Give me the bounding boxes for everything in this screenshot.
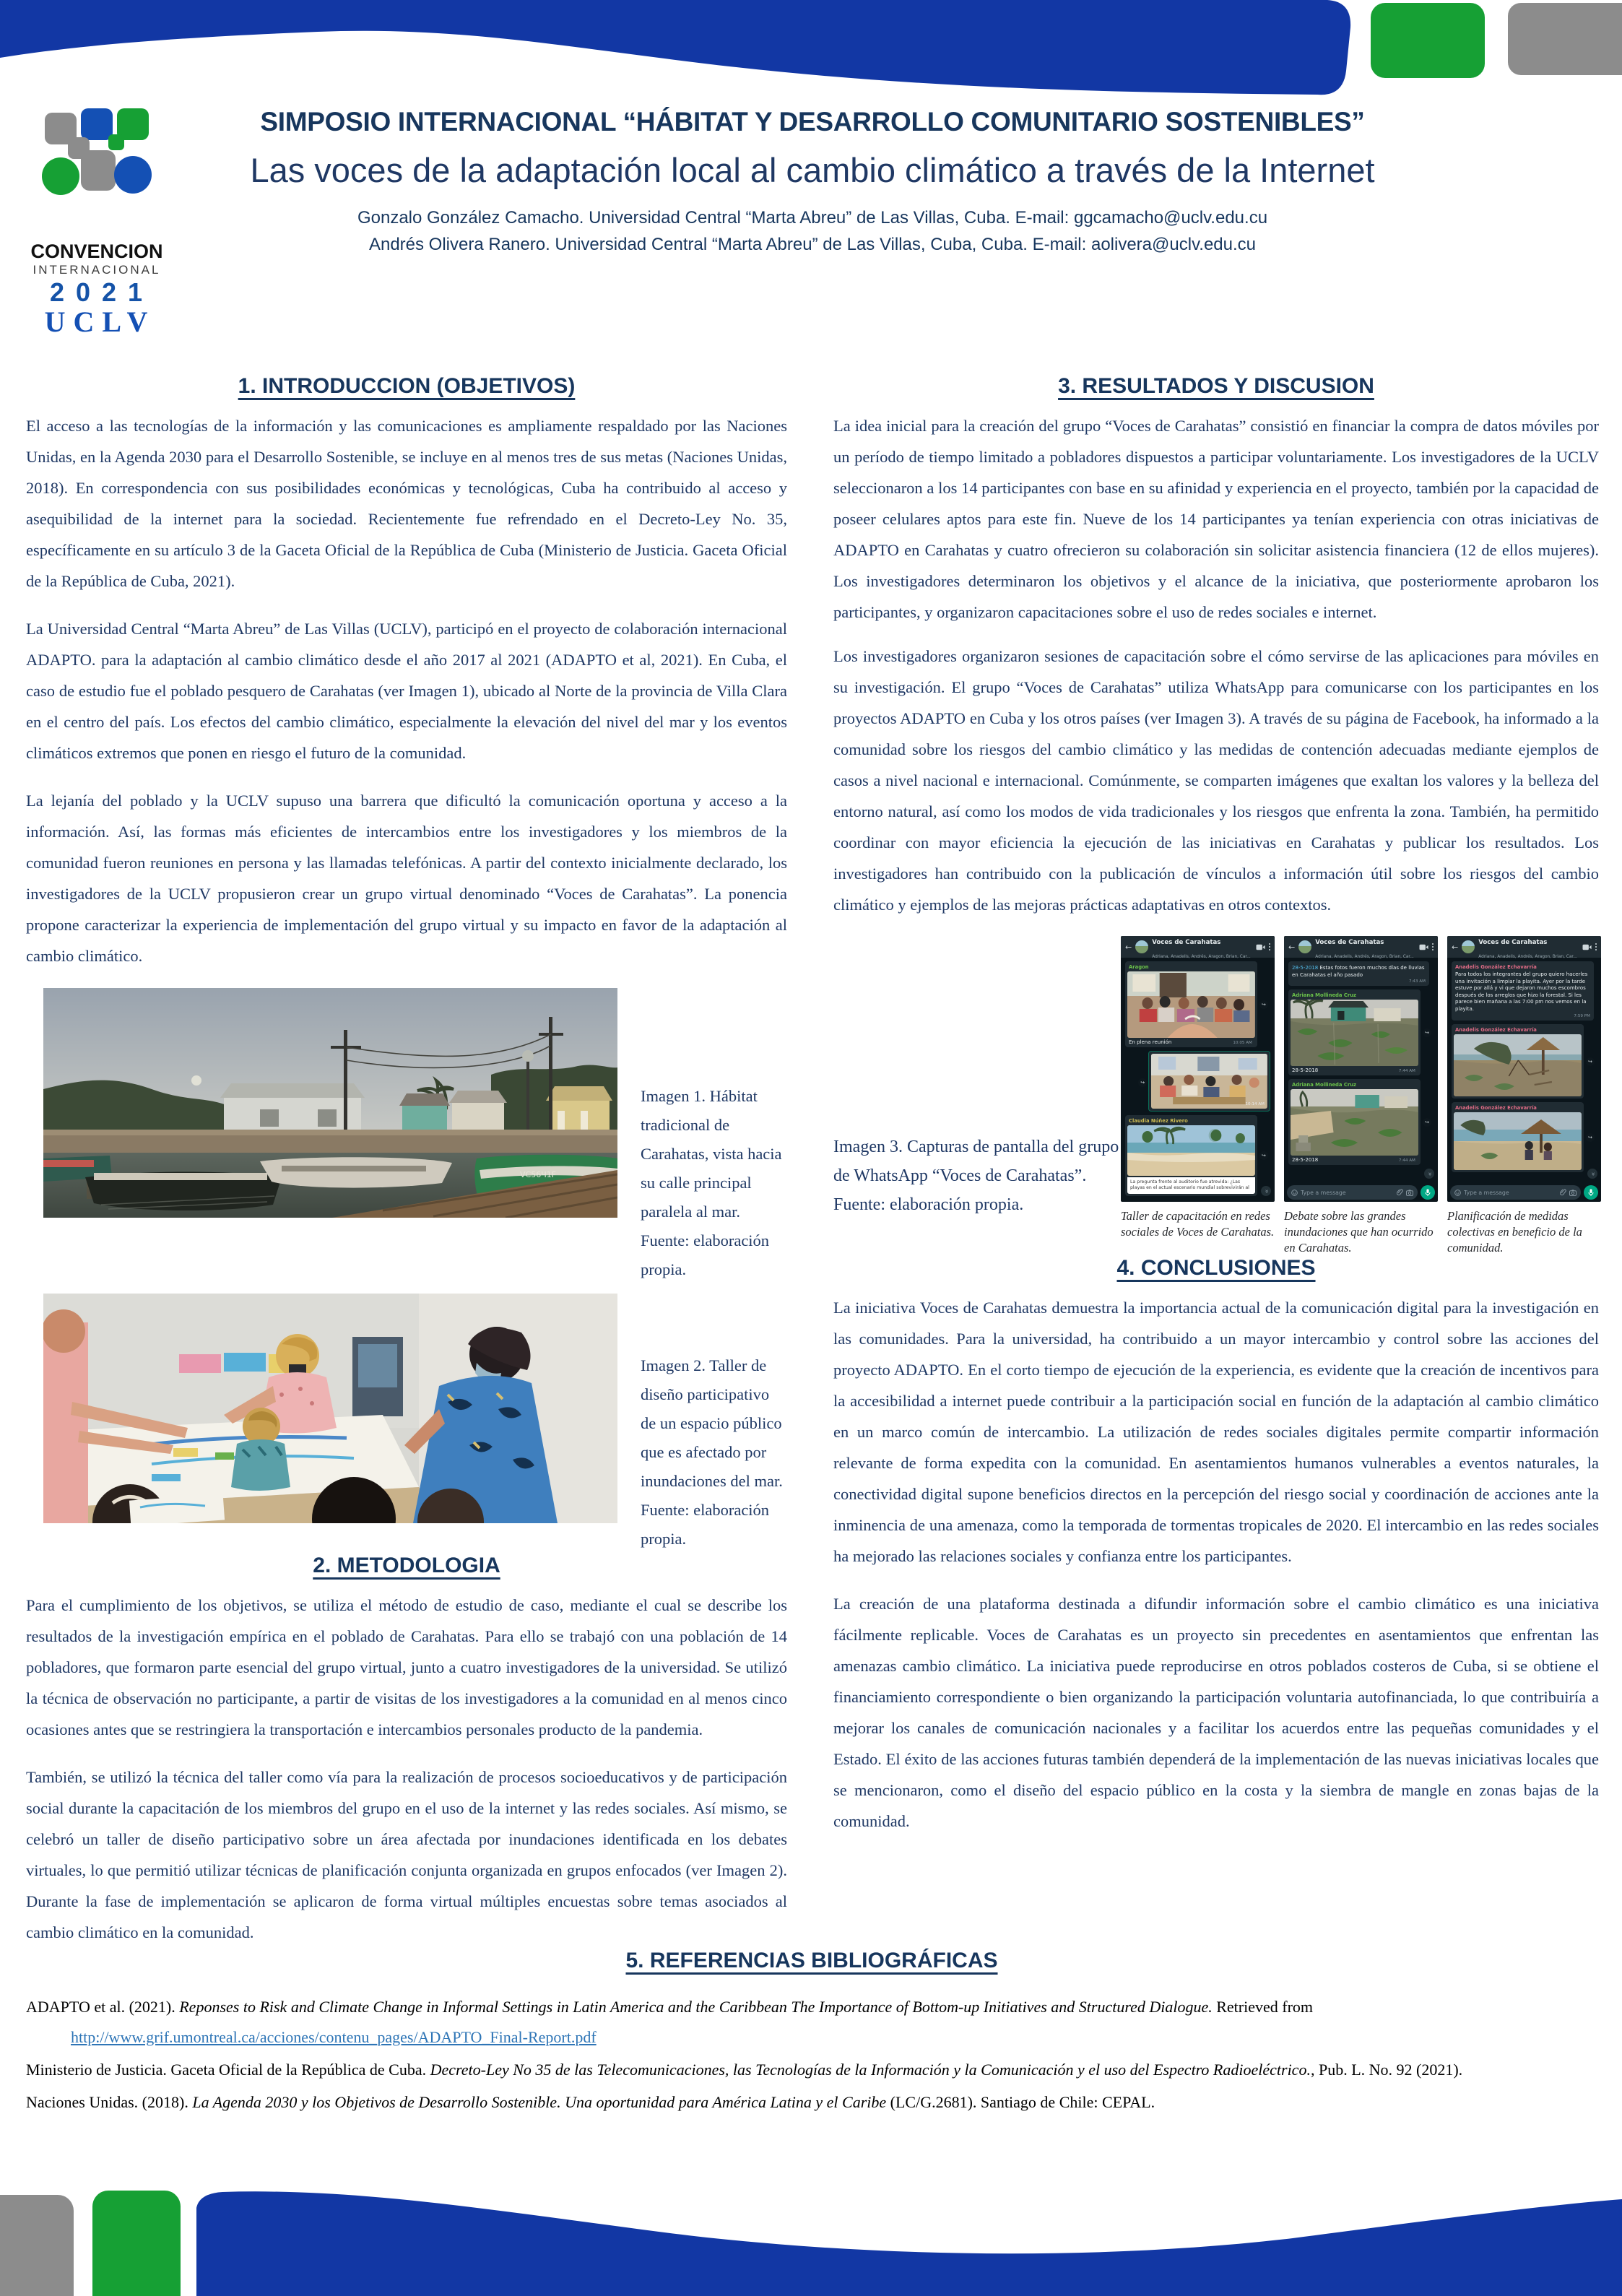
message-time: 7:59 PM — [1574, 1013, 1590, 1018]
chat-participants: Adriana, Anadelis, Andrés, Aragon, Brian, Car... — [1478, 955, 1577, 959]
chat-messages — [1284, 958, 1438, 1183]
chat-header — [1447, 936, 1601, 958]
intro-paragraph-2: La Universidad Central “Marta Abreu” de Las Villas (UCLV), participó en el proyecto de colaboración internacional ADAPTO. para la adaptación al cambio climático desde el año 2017 al 2021 (ADAPTO et al, 2021). En Cuba, el caso de estudio fue el poblado pesquero de Carahatas (ver Imagen 1), ubicado al Norte de la provincia de Villa Clara en el centro del país. Los efectos del cambio climático, especialmente la elevación del nivel del mar y los eventos climáticos extremos que ponen en riesgo el futuro de la comunidad. — [26, 620, 787, 762]
intro-paragraph-3: La lejanía del poblado y la UCLV supuso una barrera que dificultó la comunicación oportuna y acceso a la información. Así, las formas más eficientes de intercambios entre los investigadores y los miembros de la comunidad fueron reuniones en persona y las llamadas telefónicas. A partir del contexto inicialmente declarado, los investigadores de la UCLV propusieron crear un grupo virtual denominado “Voces de Carahatas”. La ponencia propone caracterizar la experiencia de implementación del grupo virtual y su impacto en favor de la adaptación al cambio climático. — [26, 792, 787, 965]
chat-photo-palapa — [1454, 1034, 1582, 1096]
group-avatar[interactable] — [1462, 940, 1475, 953]
chat-message — [1125, 1115, 1266, 1196]
message-text: Estas fotos fueron muchos días de lluvias en Carahatas el año pasado — [1292, 965, 1425, 978]
section-heading-metodologia: 2. METODOLOGIA — [313, 1554, 500, 1577]
chat-photo-flood-1 — [1291, 1000, 1418, 1066]
photo-caption: En plena reunión — [1129, 1039, 1172, 1045]
gray-block-bottom — [0, 2195, 74, 2296]
chat-title: Voces de Carahatas — [1315, 939, 1384, 946]
references-section — [26, 1949, 1597, 2120]
logo-text-convencion: CONVENCION — [30, 241, 163, 262]
scroll-down-button[interactable]: » — [1424, 1169, 1434, 1179]
author-line-2: Andrés Olivera Ranero. Universidad Central “Marta Abreu” de Las Villas, Cuba, Cuba. E-mail: aolivera@uclv.edu.cu — [368, 235, 1257, 254]
section-heading-introduccion: 1. INTRODUCCION (OBJETIVOS) — [238, 374, 576, 398]
conclusiones-paragraph-1: La iniciativa Voces de Carahatas demuestra la importancia actual de la comunicación digital para la investigación en las comunidades. Para la universidad, ha contribuido a un mayor intercambio y control sobre las acciones del proyecto ADAPTO. En el corto tiempo de ejecución de la experiencia, es evidente que la creación de incentivos para la accesibilidad a internet puede contribuir a la participación social en función de la adaptación al cambio climático en un marco común de intercambio. La utilización de redes sociales digitales permite compartir información relevante de forma expedita con la comunidad. En asentamientos humanos vulnerables a eventos naturales, la conectividad digital supone beneficios directos en la percepción del riesgo social y coordinación de acciones ante la inminencia de una amenaza, como la temporada de tormentas tropicales de 2020. El intercambio en las redes sociales ha mejorado las relaciones sociales y confianza entre los participantes. — [833, 1299, 1599, 1565]
forward-icon[interactable]: ↪ — [1259, 1000, 1268, 1009]
message-note: La pregunta frente al auditorio fue atrevida: ¿Las playas en el actual escenario mundial sobrevivirán al — [1127, 1177, 1255, 1194]
chat-messages — [1447, 958, 1601, 1183]
gray-block-top — [1508, 3, 1622, 75]
authors-block — [217, 204, 1408, 258]
chat-message — [1288, 989, 1429, 1075]
right-column — [833, 374, 1599, 1853]
group-avatar[interactable] — [1298, 940, 1311, 953]
mic-icon — [1588, 1189, 1594, 1197]
imagen-3-caption: Imagen 3. Capturas de pantalla del grupo de WhatsApp “Voces de Carahatas”. Fuente: elaboración propia. — [833, 1138, 1119, 1214]
section-heading-referencias: 5. REFERENCIAS BIBLIOGRÁFICAS — [625, 1949, 998, 1972]
whatsapp-screenshot-1 — [1121, 936, 1275, 1256]
whatsapp-screenshots — [1121, 936, 1601, 1256]
metodologia-paragraph-1: Para el cumplimiento de los objetivos, se utiliza el método de estudio de caso, mediante el cual se describe los resultados de la investigación empírica en el poblado de Carahatas. Para ello se trabajó con una población de 14 pobladores, que formaron parte esencial del grupo virtual, junto a cuatro investigadores de la universidad. Se utilizó la técnica de observación no participante, a partir de visitas de los investigadores a la comunidad en al menos cinco ocasiones antes que se restringiera la transportación e intercambios personales producto de la pandemia. — [26, 1596, 787, 1738]
screenshot-3-caption: Planificación de medidas colectivas en beneficio de la comunidad. — [1447, 1209, 1582, 1255]
svg-text:VC56Ч1F: VC56Ч1F — [520, 1170, 557, 1179]
chat-participants: Adriana, Anadelis, Andrés, Aragon, Brian, Car... — [1152, 955, 1251, 959]
message-sender: Anadelis González Echavarría — [1455, 964, 1537, 970]
chat-message — [1452, 1024, 1592, 1099]
whatsapp-screenshot-2 — [1284, 936, 1438, 1256]
message-input[interactable] — [1450, 1185, 1581, 1200]
logo-text-uclv: UCLV — [44, 306, 156, 338]
phone-screen-2 — [1284, 936, 1438, 1202]
resultados-paragraph-2: Los investigadores organizaron sesiones de capacitación sobre el cómo servirse de las aplicaciones para móviles en su investigación. El grupo “Voces de Carahatas” utiliza WhatsApp para comunicarse con los participantes en los proyectos ADAPTO en Cuba y los otros países (ver Imagen 3). A través de su página de Facebook, ha informado a la comunidad sobre los riesgos del cambio climático y las medidas de contención adecuadas mediante ejemplos de casos a nivel nacional e internacional. Comúnmente, se comparten imágenes que exaltan los valores y la belleza del entorno natural, así como los modos de vida tradicionales y los riesgos que enfrenta la zona. También, ha permitido coordinar con mayor eficiencia la ejecución de las iniciativas en Carahatas y publicar los resultados. Los investigadores han contribuido con la publicación de vínculos a información útil sobre los riesgos del cambio climático y ejemplos de las mejoras prácticas adaptativas en otros contextos. — [833, 647, 1599, 914]
message-sender: Claudia Núñez Rivero — [1129, 1118, 1188, 1124]
screenshot-1-caption: Taller de capacitación en redes sociales de Voces de Carahatas. — [1121, 1209, 1275, 1239]
imagen-1-caption: Imagen 1. Hábitat tradicional de Carahatas, vista hacia su calle principal paralela al mar. Fuente: elaboración propia. — [641, 1087, 782, 1278]
whatsapp-screenshot-3 — [1447, 936, 1601, 1256]
chat-header — [1121, 936, 1275, 958]
figure-2-row — [43, 1294, 787, 1554]
reference-item-3: Naciones Unidas. (2018). La Agenda 2030 y los Objetivos de Desarrollo Sostenible. Una oportunidad para América Latina y el Caribe (LC/G.2681). Santiago de Chile: CEPAL. — [26, 2093, 1155, 2111]
message-sender: Adriana Mollineda Cruz — [1292, 992, 1357, 999]
chat-photo-flood-2 — [1291, 1089, 1418, 1156]
chat-message — [1140, 1051, 1270, 1112]
intro-paragraph-1: El acceso a las tecnologías de la información y las comunicaciones es ampliamente respaldado por las Naciones Unidas, en la Agenda 2030 para el Desarrollo Sostenible, se incluye en al menos tres de sus metas (Naciones Unidas, 2018). En correspondencia con sus posibilidades económicas y tecnológicas, Cuba ha contribuido al acceso y asequibilidad de la internet para la sociedad. Recientemente fue refrendado en el Decreto-Ley No. 35, específicamente en su artículo 3 de la Gaceta Oficial de la República de Cuba (Ministerio de Justicia. Gaceta Oficial de la República de Cuba, 2021). — [26, 417, 787, 590]
logo-text-year: 2021 — [49, 277, 155, 307]
chat-message — [1452, 1102, 1592, 1172]
back-icon[interactable]: ← — [1125, 942, 1132, 952]
scroll-down-button[interactable]: » — [1587, 1169, 1597, 1179]
bottom-banner-decoration — [0, 2175, 1622, 2296]
chat-title: Voces de Carahatas — [1152, 939, 1221, 946]
imagen-2-photo — [43, 1294, 617, 1523]
more-options-icon[interactable] — [1432, 943, 1434, 950]
message-input[interactable] — [1287, 1185, 1418, 1200]
top-banner-decoration — [0, 0, 1622, 108]
green-block-bottom — [92, 2191, 181, 2296]
chat-participants: Adriana, Anadelis, Andrés, Aragon, Brian, Car... — [1315, 955, 1414, 959]
figure-3-row — [833, 936, 1599, 1256]
section-heading-resultados: 3. RESULTADOS Y DISCUSION — [1058, 374, 1374, 398]
group-avatar[interactable] — [1135, 940, 1148, 953]
reference-item-2: Ministerio de Justicia. Gaceta Oficial de la República de Cuba. Decreto-Ley No 35 de las Telecomunicaciones, las Tecnologías de la Información y la Comunicación y el uso del Espectro Radioeléctrico., Pub. L. No. 92 (2021). — [26, 2061, 1463, 2079]
imagen-2-caption: Imagen 2. Taller de diseño participativo de un espacio público que es afectado por inundaciones del mar. Fuente: elaboración propia. — [641, 1356, 783, 1548]
video-call-icon[interactable] — [1256, 944, 1265, 950]
convention-logo — [26, 108, 168, 339]
message-time: 10:14 AM — [1245, 1102, 1265, 1106]
phone-screen-3 — [1447, 936, 1601, 1202]
forward-icon[interactable]: ↪ — [1586, 1057, 1595, 1066]
scroll-down-button[interactable]: » — [1261, 1186, 1271, 1196]
author-line-1: Gonzalo González Camacho. Universidad Central “Marta Abreu” de Las Villas, Cuba. E-mail: ggcamacho@uclv.edu.cu — [357, 208, 1268, 228]
message-date: 28-5-2018 — [1292, 965, 1319, 971]
emoji-icon[interactable] — [1291, 1190, 1298, 1196]
back-icon[interactable]: ← — [1452, 942, 1459, 952]
emoji-icon[interactable] — [1454, 1190, 1461, 1196]
message-time: 7:44 AM — [1398, 1158, 1415, 1164]
chat-message — [1288, 961, 1429, 986]
forward-icon[interactable]: ↪ — [1423, 1118, 1431, 1127]
chat-photo-meeting — [1127, 971, 1255, 1038]
harbor-village-photo — [43, 988, 617, 1218]
message-time: 7:44 AM — [1398, 1069, 1415, 1074]
section-heading-conclusiones: 4. CONCLUSIONES — [1116, 1256, 1316, 1280]
photo-caption: 28-5-2018 — [1292, 1157, 1319, 1164]
imagen-1-photo — [43, 988, 617, 1218]
forward-icon[interactable]: ↪ — [1586, 1133, 1595, 1142]
chat-message — [1125, 961, 1266, 1047]
symposium-title: SIMPOSIO INTERNACIONAL “HÁBITAT Y DESARROLLO COMUNITARIO SOSTENIBLES” — [260, 107, 1365, 137]
message-sender: Anadelis González Echavarría — [1455, 1026, 1537, 1033]
message-sender: Anadelis González Echavarría — [1455, 1104, 1537, 1111]
input-placeholder: Type a message — [1464, 1189, 1509, 1196]
chat-message — [1288, 1079, 1429, 1165]
voice-message-button[interactable] — [1421, 1185, 1435, 1200]
figure-1-row — [43, 988, 787, 1284]
message-time: 10:05 AM — [1233, 1041, 1252, 1045]
video-call-icon[interactable] — [1419, 944, 1428, 950]
message-input-bar — [1287, 1185, 1435, 1200]
poster-title: Las voces de la adaptación local al cambio climático a través de la Internet — [250, 151, 1375, 189]
mic-icon — [1425, 1189, 1431, 1197]
logo-text-internacional: INTERNACIONAL — [32, 263, 161, 277]
chat-photo-beach — [1127, 1125, 1255, 1176]
message-time: 7:43 AM — [1408, 979, 1426, 984]
chat-message — [1452, 961, 1594, 1021]
forward-icon[interactable]: ↪ — [1423, 1028, 1431, 1037]
message-sender: Aragon — [1129, 964, 1149, 970]
camera-icon[interactable] — [1406, 1190, 1413, 1196]
reference-item-1: ADAPTO et al. (2021). Reponses to Risk and Climate Change in Informal Settings in Latin America and the Caribbean The Importance of Bottom-up Initiatives and Structured Dialogue. Retrieved from http://www.grif.umontreal.ca/acciones/contenu_pages/ADAPTO_Final-Report.pdf — [26, 1998, 1314, 2046]
screenshot-2-caption: Debate sobre las grandes inundaciones que han ocurrido en Carahatas. — [1284, 1209, 1434, 1255]
more-options-icon[interactable] — [1269, 943, 1270, 950]
header — [217, 105, 1408, 258]
left-column — [26, 374, 787, 1964]
attach-icon[interactable] — [1560, 1189, 1566, 1196]
chat-messages — [1121, 958, 1275, 1202]
chat-header — [1284, 936, 1438, 958]
green-block-top — [1371, 3, 1485, 78]
message-sender: Adriana Mollineda Cruz — [1292, 1082, 1357, 1088]
phone-screen-1 — [1121, 936, 1275, 1202]
chat-photo-meeting-2 — [1151, 1054, 1267, 1109]
attach-icon[interactable] — [1397, 1189, 1403, 1196]
chat-photo-beach-palapa — [1454, 1112, 1582, 1170]
message-text: Para todos los integrantes del grupo quiero hacerles una invitación a limpiar la playita. Ayer por la tarde estuve por allá y vi que dejaron muchos escombros después de los arreglos que hizo la forestal. Si les parece bien mañana a las 7:00 pm nos vemos en la playita. — [1455, 971, 1588, 1012]
back-icon[interactable]: ← — [1288, 942, 1296, 952]
workshop-photo — [43, 1294, 617, 1523]
video-call-icon[interactable] — [1582, 944, 1592, 950]
conclusiones-paragraph-2: La creación de una plataforma destinada a difundir información sobre el cambio climático es una iniciativa fácilmente replicable. Voces de Carahatas es un proyecto sin precedentes en asentamientos que enfrentan las amenazas cambio climático. La iniciativa puede reproducirse en otros poblados costeros de Cuba, si se obtiene el financiamiento correspondiente o bien organizando la participación voluntaria autofinanciada, lo que contribuiría a mejorar los canales de comunicación nacionales y a facilitar los acuerdos entre las pequeñas comunidades y el Estado. El éxito de las acciones futuras también dependerá de la implementación de las nuevas iniciativas locales que se mencionaron, como el diseño del espacio público en la costa y la siembra de mangle en zonas bajas de la comunidad. — [833, 1595, 1599, 1830]
metodologia-paragraph-2: También, se utilizó la técnica del taller como vía para la realización de procesos socioeducativos y de participación social durante la capacitación de los miembros del grupo en el uso de la internet y las redes sociales. Así mismo, se celebró un taller de diseño participativo sobre un área afectada por inundaciones identificada en los debates virtuales, lo que permitió utilizar técnicas de planificación conjunta organizada en grupos enfocados (ver Imagen 2). Durante la fase de implementación se aplicaron de forma virtual múltiples encuestas sobre temas asociados al cambio climático en la comunidad. — [26, 1768, 787, 1941]
voice-message-button[interactable] — [1584, 1185, 1598, 1200]
forward-icon[interactable]: ↪ — [1138, 1078, 1147, 1087]
forward-icon[interactable]: ↪ — [1259, 1151, 1268, 1160]
chat-title: Voces de Carahatas — [1478, 939, 1548, 946]
camera-icon[interactable] — [1569, 1190, 1577, 1196]
photo-caption: 28-5-2018 — [1292, 1067, 1319, 1074]
message-input-bar — [1450, 1185, 1598, 1200]
reference-link[interactable]: http://www.grif.umontreal.ca/acciones/contenu_pages/ADAPTO_Final-Report.pdf — [71, 2028, 597, 2046]
more-options-icon[interactable] — [1595, 943, 1597, 950]
uclv-logo-icon — [39, 108, 155, 233]
input-placeholder: Type a message — [1301, 1189, 1346, 1196]
resultados-paragraph-1: La idea inicial para la creación del grupo “Voces de Carahatas” consistió en financiar la compra de datos móviles por un período de tiempo limitado a pobladores dispuestos a participar voluntariamente. Los investigadores de la UCLV seleccionaron a los 14 participantes con base en su afinidad y experiencia en el proyecto, también por la capacidad de poseer celulares aptos para este fin. Nueve de los 14 participantes ya tenían experiencia con otras iniciativas de ADAPTO en Carahatas y cuatro ofrecieron su colaboración sin solicitar asistencia financiera (12 de ellos mujeres). Los investigadores determinaron los objetivos y el alcance de la iniciativa, que posteriormente aprobaron los participantes, y organizaron capacitaciones sobre el uso de redes sociales e internet. — [833, 417, 1599, 621]
